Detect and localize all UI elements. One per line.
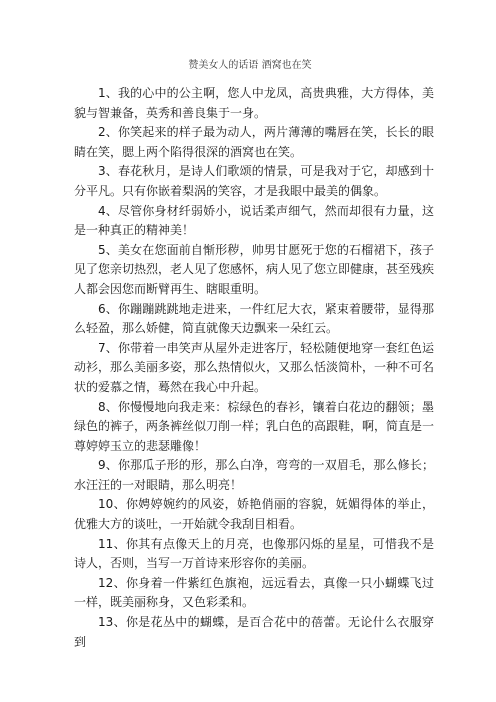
paragraph-3: 3、春花秋月，是诗人们歌颂的情景，可是我对于它，却感到十分平凡。只有你嵌着梨涡的笑容，才是我眼中最美的偶象。 (74, 164, 434, 198)
paragraph-10: 10、你娉婷婉约的风姿，娇艳俏丽的容貌，妩媚得体的举止，优雅大方的谈吐，一开始就令我刮目相看。 (74, 497, 434, 532)
paragraph-1: 1、我的心中的公主啊，您人中龙凤，高贵典雅，大方得体，美貌与智兼备，英秀和善良集于一身。 (74, 86, 434, 120)
document-title: 赞美女人的话语 酒窝也在笑 (188, 60, 312, 71)
paragraph-9: 9、你那瓜子形的形，那么白净，弯弯的一双眉毛，那么修长；水汪汪的一对眼睛，那么明亮！ (74, 458, 434, 492)
paragraph-12: 12、你身着一件紫红色旗袍，远远看去，真像一只小蝴蝶飞过一样，既美丽称身，又色彩柔和。 (74, 575, 434, 610)
paragraph-5: 5、美女在您面前自惭形秽，帅男甘愿死于您的石榴裙下，孩子见了您亲切热烈，老人见了您感怀，病人见了您立即健康，甚至残疾人都会因您而断臂再生、瞎眼重明。 (74, 242, 435, 296)
paragraph-4: 4、尽管你身材纤弱娇小，说话柔声细气，然而却很有力量，这是一种真正的精神美！ (74, 203, 434, 238)
paragraph-7: 7、你带着一串笑声从屋外走进客厅，轻松随便地穿一套红色运动衫，那么美丽多姿，那么热情似火，又那么恬淡简朴，一种不可名状的爱慕之情，蓦然在我心中升起。 (74, 340, 435, 394)
paragraph-6: 6、你蹦蹦跳跳地走进来，一件红尼大衣，紧束着腰带，显得那么轻盈，那么娇健，简直就像天边飘来一朵红云。 (74, 301, 434, 336)
paragraph-2: 2、你笑起来的样子最为动人，两片薄薄的嘴唇在笑，长长的眼睛在笑，腮上两个陷得很深的酒窝也在笑。 (74, 125, 434, 159)
paragraph-8: 8、你慢慢地向我走来：棕绿色的春衫，镶着白花边的翻领；墨绿色的裤子，两条裤丝似刀削一样；乳白色的高跟鞋，啊，简直是一尊婷婷玉立的悲瑟雕像！ (74, 399, 435, 453)
paragraph-11: 11、你其有点像天上的月亮，也像那闪烁的星星，可惜我不是诗人，否则，当写一万首诗来形容你的美丽。 (74, 536, 434, 571)
paragraph-13: 13、你是花丛中的蝴蝶，是百合花中的蓓蕾。无论什么衣服穿到 (74, 615, 434, 649)
